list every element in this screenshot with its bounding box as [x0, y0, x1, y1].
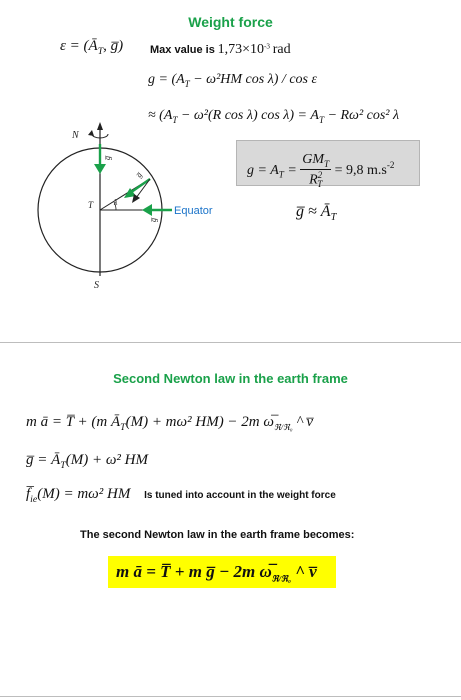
g-arrowhead-pole: [94, 164, 106, 174]
eq-g1-part: g = (A: [148, 72, 185, 87]
eq-g2-part: ≈ (A: [148, 108, 173, 123]
gravity-fraction: $\frac{GM_T}{R^2_T}$: [302, 152, 330, 190]
max-value-number: 1,73×10: [217, 42, 264, 57]
eq-epsilon-sub: T: [97, 46, 104, 57]
eq2-part: g̅ = Ā: [26, 452, 61, 468]
north-label: N: [72, 130, 79, 141]
eq3-part: f̅: [26, 486, 31, 502]
section-title-weight-force: Weight force: [188, 14, 273, 30]
eq-g2-rest: − Rω² cos² λ: [324, 108, 400, 123]
eq-epsilon-part: ε = (Ā: [60, 38, 98, 54]
bottom-divider: [0, 696, 461, 697]
final-equation-highlight: [108, 556, 336, 588]
box-exponent: -2: [386, 160, 395, 171]
box-numerator: GM: [302, 152, 325, 167]
box-lhs: g = A: [247, 162, 279, 178]
eq1-mid: (M) + mω² HM: [125, 414, 219, 430]
eq3-sub: ie: [30, 494, 38, 505]
eq-g2-mid: − ω²(R cos λ) cos λ) = A: [177, 108, 319, 123]
conclusion-text: The second Newton law in the earth frame becomes:: [80, 529, 355, 541]
equator-label: Equator: [174, 205, 213, 217]
g-label-pole: g̅: [103, 156, 112, 160]
final-tail: ^ v̅: [290, 562, 317, 581]
final-lhs: m ā = T̅ + m g̅ − 2m ω̅: [116, 562, 272, 581]
eq1-sub: T: [120, 422, 126, 433]
inertial-force-note: Is tuned into account in the weight force: [144, 490, 336, 501]
lambda-label: λ: [114, 198, 118, 207]
eq1-tail: ^ v̅: [292, 414, 314, 430]
max-value-exponent: -3: [263, 42, 270, 51]
eq-g1-rest: − ω²HM cos λ) / cos ε: [189, 72, 317, 87]
equation-epsilon: [60, 38, 123, 57]
gravity-formula-box: [236, 140, 420, 190]
g-label-latitude: g̅: [134, 170, 144, 180]
max-value-unit: rad: [272, 42, 291, 57]
eq2-sub: T: [60, 460, 66, 471]
equation-g-exact: $g = (A_T - \omega^2HM$ cos λ) / cos ε: [148, 72, 317, 89]
section-divider: [0, 342, 461, 343]
eq1-part: m ā = T̅ + (m Ā: [26, 414, 121, 430]
equation-g-approx-a: g̅ ≈ $Ā_T$: [296, 203, 337, 224]
g-arrow-latitude: [130, 179, 150, 193]
eq1-omega-sub: ℜ/ℜ₀: [273, 423, 293, 432]
earth-diagram: [28, 118, 248, 293]
approx-text: g̅ ≈ Ā: [296, 203, 331, 220]
equation-g-definition: [26, 452, 148, 471]
eq-epsilon-rest: , g̅): [103, 38, 124, 54]
g-arrowhead-equator: [142, 204, 152, 216]
south-label: S: [94, 280, 99, 291]
eq1-rest: ) − 2m ω̅: [218, 414, 274, 430]
max-value-label: Max value is: [150, 44, 215, 56]
eq2-rest: (M) + ω² HM: [65, 452, 149, 468]
eq3-rest: (M) = mω² HM: [37, 486, 131, 502]
g-label-equator: g̅: [149, 218, 158, 222]
center-label: T: [88, 200, 94, 210]
equation-inertial-force: [26, 486, 336, 505]
final-sub: ℜ/ℜ₀: [271, 573, 291, 584]
gravity-formula: $g = A_T$ = $\frac{GM_T}{R^2_T}$ = 9,8 $m.s^{-2}$: [247, 152, 395, 190]
equation-newton-full: [26, 414, 313, 433]
max-value-note: [150, 42, 291, 58]
section-title-newton-law: Second Newton law in the earth frame: [113, 371, 348, 386]
equation-g-approx: ≈ ($A_T - \omega^2(R$ cos λ) $\cos \lambda) = A_T - R\omega^2$ cos² λ: [148, 108, 400, 125]
box-rhs: = 9,8 m.s: [334, 162, 387, 178]
final-equation: [116, 562, 317, 584]
box-denominator: R: [309, 172, 318, 188]
